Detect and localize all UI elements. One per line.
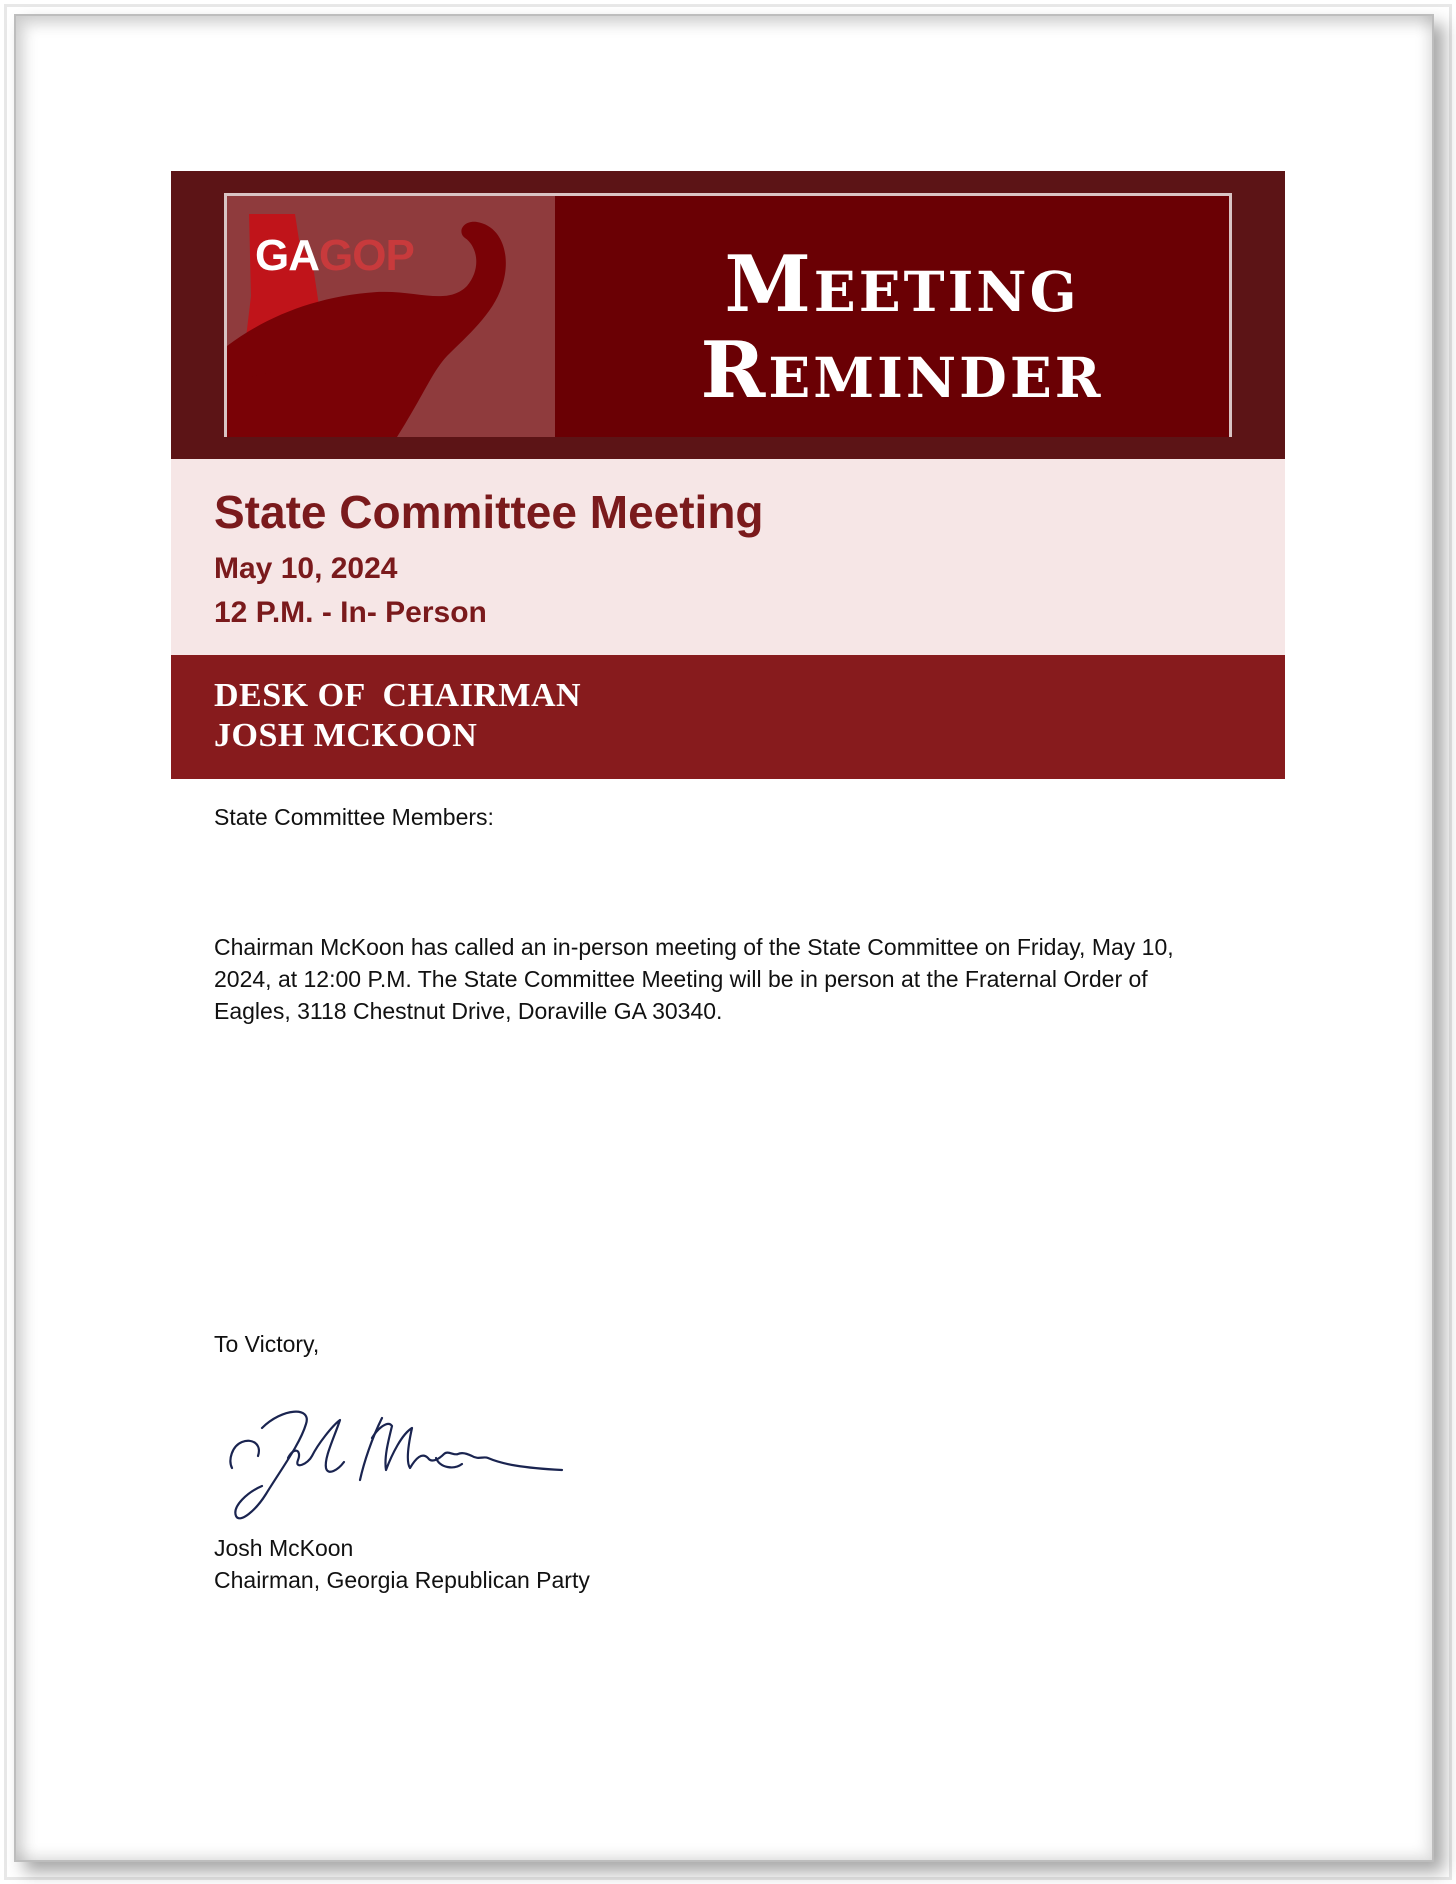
- meeting-date: May 10, 2024: [214, 552, 398, 585]
- banner-title: [587, 239, 1217, 416]
- signature-name: Josh McKoon: [214, 1535, 354, 1561]
- salutation: State Committee Members:: [214, 804, 494, 830]
- header-banner-inner: [224, 193, 1232, 437]
- handwritten-signature: [222, 1398, 572, 1528]
- gagop-logo: [227, 196, 555, 437]
- elephant-base: [227, 371, 323, 437]
- meeting-time: 12 P.M. - In- Person: [214, 596, 487, 629]
- meeting-title: State Committee Meeting: [214, 486, 764, 538]
- logo-wordmark: [255, 231, 414, 280]
- logo-ga: GA: [255, 231, 319, 280]
- desk-line-1: DESK OF CHAIRMAN: [214, 677, 582, 714]
- closing: To Victory,: [214, 1331, 320, 1357]
- banner-title-line1: Meeting: [724, 239, 1080, 330]
- header-banner: [171, 171, 1285, 459]
- signature-title: Chairman, Georgia Republican Party: [214, 1567, 590, 1593]
- banner-title-line2: Reminder: [700, 325, 1104, 416]
- desk-of-chairman-band: [171, 655, 1285, 779]
- desk-line-2: JOSH MCKOON: [214, 717, 478, 754]
- letter-body: Chairman McKoon has called an in-person meeting of the State Committee on Friday, May 10, 2024, at 12:00 P.M. The State Committee Meeting will be in person at the Fraternal Order of Eagles, 3118 Chestnut Drive, Doraville GA 30340.: [214, 934, 1174, 1024]
- meeting-info-band: [171, 459, 1285, 655]
- logo-gop: GOP: [319, 231, 414, 280]
